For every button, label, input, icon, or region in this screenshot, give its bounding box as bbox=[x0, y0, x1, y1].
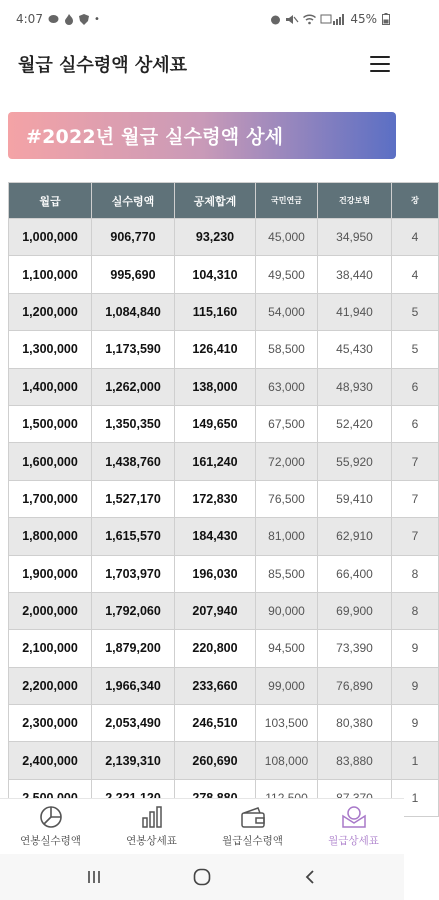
menu-line bbox=[370, 63, 390, 65]
nav-annual-net-pay[interactable] bbox=[0, 799, 101, 854]
cell-deduction-total: 115,160 bbox=[175, 293, 256, 330]
table-row bbox=[9, 443, 439, 480]
pie-chart-icon bbox=[38, 805, 64, 829]
cell-deduction-total: 184,430 bbox=[175, 518, 256, 555]
nav-monthly-net-pay[interactable] bbox=[202, 799, 303, 854]
bar-chart-icon bbox=[139, 805, 165, 829]
nav-label: 월급실수령액 bbox=[222, 835, 283, 847]
table-row bbox=[9, 630, 439, 667]
page-title: 월급 실수령액 상세표 bbox=[18, 55, 188, 76]
nav-monthly-table[interactable] bbox=[303, 799, 404, 854]
cell-extra: 7 bbox=[392, 518, 439, 555]
table-row bbox=[9, 293, 439, 330]
cell-net-pay: 1,350,350 bbox=[92, 405, 175, 442]
cell-wage: 1,200,000 bbox=[9, 293, 92, 330]
cell-net-pay: 2,139,310 bbox=[92, 742, 175, 779]
cell-wage: 1,800,000 bbox=[9, 518, 92, 555]
cell-health-insurance: 69,900 bbox=[318, 592, 392, 629]
cell-extra: 5 bbox=[392, 331, 439, 368]
table-row bbox=[9, 256, 439, 293]
status-right bbox=[270, 12, 390, 26]
lte-signal-icon bbox=[321, 14, 345, 25]
cell-national-pension: 63,000 bbox=[256, 368, 318, 405]
back-icon[interactable] bbox=[290, 862, 330, 892]
wallet-icon bbox=[240, 805, 266, 829]
cell-net-pay: 1,438,760 bbox=[92, 443, 175, 480]
cell-national-pension: 49,500 bbox=[256, 256, 318, 293]
alarm-icon bbox=[270, 14, 281, 25]
cell-net-pay: 1,615,570 bbox=[92, 518, 175, 555]
cell-wage: 2,300,000 bbox=[9, 705, 92, 742]
cell-deduction-total: 104,310 bbox=[175, 256, 256, 293]
cell-net-pay: 1,527,170 bbox=[92, 480, 175, 517]
cell-deduction-total: 246,510 bbox=[175, 705, 256, 742]
table-row bbox=[9, 219, 439, 256]
cell-extra: 1 bbox=[392, 779, 439, 816]
nav-label: 월급상세표 bbox=[328, 835, 379, 847]
cell-net-pay: 995,690 bbox=[92, 256, 175, 293]
cell-national-pension: 103,500 bbox=[256, 705, 318, 742]
cell-national-pension: 94,500 bbox=[256, 630, 318, 667]
salary-table bbox=[8, 182, 439, 817]
cell-national-pension: 99,000 bbox=[256, 667, 318, 704]
cell-national-pension: 76,500 bbox=[256, 480, 318, 517]
cell-net-pay: 906,770 bbox=[92, 219, 175, 256]
table-row bbox=[9, 405, 439, 442]
battery-icon bbox=[382, 13, 390, 25]
cell-national-pension: 81,000 bbox=[256, 518, 318, 555]
cell-extra: 9 bbox=[392, 630, 439, 667]
table-row bbox=[9, 518, 439, 555]
cell-health-insurance: 52,420 bbox=[318, 405, 392, 442]
cell-national-pension: 67,500 bbox=[256, 405, 318, 442]
cell-deduction-total: 138,000 bbox=[175, 368, 256, 405]
cell-health-insurance: 76,890 bbox=[318, 667, 392, 704]
more-notifications-dot-icon: • bbox=[93, 13, 100, 25]
cell-health-insurance: 80,380 bbox=[318, 705, 392, 742]
salary-table-container[interactable] bbox=[8, 182, 419, 806]
cell-net-pay: 1,173,590 bbox=[92, 331, 175, 368]
cell-extra: 9 bbox=[392, 667, 439, 704]
header-national-pension: 국민연금 bbox=[256, 183, 318, 219]
cell-health-insurance: 66,400 bbox=[318, 555, 392, 592]
cell-deduction-total: 126,410 bbox=[175, 331, 256, 368]
table-row bbox=[9, 368, 439, 405]
table-row bbox=[9, 705, 439, 742]
cell-extra: 7 bbox=[392, 443, 439, 480]
cell-extra: 6 bbox=[392, 368, 439, 405]
cell-extra: 4 bbox=[392, 219, 439, 256]
cell-extra: 7 bbox=[392, 480, 439, 517]
flame-notification-icon bbox=[64, 14, 74, 25]
cell-national-pension: 85,500 bbox=[256, 555, 318, 592]
cell-extra: 5 bbox=[392, 293, 439, 330]
cell-net-pay: 1,792,060 bbox=[92, 592, 175, 629]
cell-health-insurance: 48,930 bbox=[318, 368, 392, 405]
cell-net-pay: 1,879,200 bbox=[92, 630, 175, 667]
nav-label: 연봉실수령액 bbox=[20, 835, 81, 847]
header-extra-column: 장 bbox=[392, 183, 439, 219]
cell-net-pay: 1,966,340 bbox=[92, 667, 175, 704]
cell-national-pension: 72,000 bbox=[256, 443, 318, 480]
cell-deduction-total: 233,660 bbox=[175, 667, 256, 704]
section-banner bbox=[8, 112, 396, 159]
cell-wage: 1,900,000 bbox=[9, 555, 92, 592]
cell-extra: 8 bbox=[392, 555, 439, 592]
cell-health-insurance: 45,430 bbox=[318, 331, 392, 368]
table-body bbox=[9, 219, 439, 817]
cell-wage: 2,000,000 bbox=[9, 592, 92, 629]
cell-deduction-total: 260,690 bbox=[175, 742, 256, 779]
cell-extra: 1 bbox=[392, 742, 439, 779]
chat-notification-icon bbox=[48, 14, 59, 25]
cell-net-pay: 1,703,970 bbox=[92, 555, 175, 592]
cell-net-pay: 2,053,490 bbox=[92, 705, 175, 742]
cell-health-insurance: 62,910 bbox=[318, 518, 392, 555]
cell-wage: 2,100,000 bbox=[9, 630, 92, 667]
cell-deduction-total: 207,940 bbox=[175, 592, 256, 629]
cell-deduction-total: 93,230 bbox=[175, 219, 256, 256]
cell-wage: 2,200,000 bbox=[9, 667, 92, 704]
system-navigation-bar bbox=[0, 854, 404, 900]
battery-percent: 45% bbox=[350, 12, 377, 26]
cell-wage: 1,000,000 bbox=[9, 219, 92, 256]
table-row bbox=[9, 480, 439, 517]
cell-extra: 8 bbox=[392, 592, 439, 629]
cell-deduction-total: 149,650 bbox=[175, 405, 256, 442]
cell-extra: 4 bbox=[392, 256, 439, 293]
table-row bbox=[9, 592, 439, 629]
cell-wage: 1,500,000 bbox=[9, 405, 92, 442]
recent-apps-icon[interactable] bbox=[74, 862, 114, 892]
bottom-navigation bbox=[0, 798, 404, 854]
header-health-insurance: 건강보험 bbox=[318, 183, 392, 219]
menu-line bbox=[370, 70, 390, 72]
cell-national-pension: 108,000 bbox=[256, 742, 318, 779]
cell-national-pension: 90,000 bbox=[256, 592, 318, 629]
banner-title: #2022년 월급 실수령액 상세 bbox=[26, 126, 284, 148]
header-deduction-total: 공제합계 bbox=[175, 183, 256, 219]
status-time: 4:07 bbox=[16, 12, 43, 26]
cell-net-pay: 1,084,840 bbox=[92, 293, 175, 330]
table-row bbox=[9, 667, 439, 704]
cell-wage: 1,100,000 bbox=[9, 256, 92, 293]
wifi-icon bbox=[303, 14, 316, 25]
mute-icon bbox=[286, 14, 298, 25]
menu-line bbox=[370, 56, 390, 58]
nav-annual-table[interactable] bbox=[101, 799, 202, 854]
cell-wage: 2,400,000 bbox=[9, 742, 92, 779]
cell-wage: 1,700,000 bbox=[9, 480, 92, 517]
cell-health-insurance: 34,950 bbox=[318, 219, 392, 256]
status-bar bbox=[0, 0, 404, 38]
cell-national-pension: 58,500 bbox=[256, 331, 318, 368]
nav-label: 연봉상세표 bbox=[126, 835, 177, 847]
cell-deduction-total: 196,030 bbox=[175, 555, 256, 592]
cell-national-pension: 54,000 bbox=[256, 293, 318, 330]
hamburger-menu-icon[interactable] bbox=[370, 56, 390, 72]
cell-wage: 1,400,000 bbox=[9, 368, 92, 405]
cell-wage: 1,300,000 bbox=[9, 331, 92, 368]
cell-deduction-total: 161,240 bbox=[175, 443, 256, 480]
cell-extra: 9 bbox=[392, 705, 439, 742]
cell-deduction-total: 172,830 bbox=[175, 480, 256, 517]
cell-health-insurance: 73,390 bbox=[318, 630, 392, 667]
status-left bbox=[16, 12, 100, 26]
cell-health-insurance: 41,940 bbox=[318, 293, 392, 330]
cell-health-insurance: 55,920 bbox=[318, 443, 392, 480]
cell-health-insurance: 59,410 bbox=[318, 480, 392, 517]
table-row bbox=[9, 555, 439, 592]
cell-wage: 1,600,000 bbox=[9, 443, 92, 480]
home-icon[interactable] bbox=[182, 862, 222, 892]
cell-health-insurance: 38,440 bbox=[318, 256, 392, 293]
table-header-row bbox=[9, 183, 439, 219]
header-wage: 월급 bbox=[9, 183, 92, 219]
cell-national-pension: 45,000 bbox=[256, 219, 318, 256]
cell-net-pay: 1,262,000 bbox=[92, 368, 175, 405]
envelope-icon bbox=[341, 805, 367, 829]
cell-health-insurance: 83,880 bbox=[318, 742, 392, 779]
table-row bbox=[9, 331, 439, 368]
table-row bbox=[9, 742, 439, 779]
cell-deduction-total: 220,800 bbox=[175, 630, 256, 667]
header-net-pay: 실수령액 bbox=[92, 183, 175, 219]
shield-notification-icon bbox=[79, 14, 89, 25]
app-bar bbox=[0, 38, 404, 90]
cell-extra: 6 bbox=[392, 405, 439, 442]
